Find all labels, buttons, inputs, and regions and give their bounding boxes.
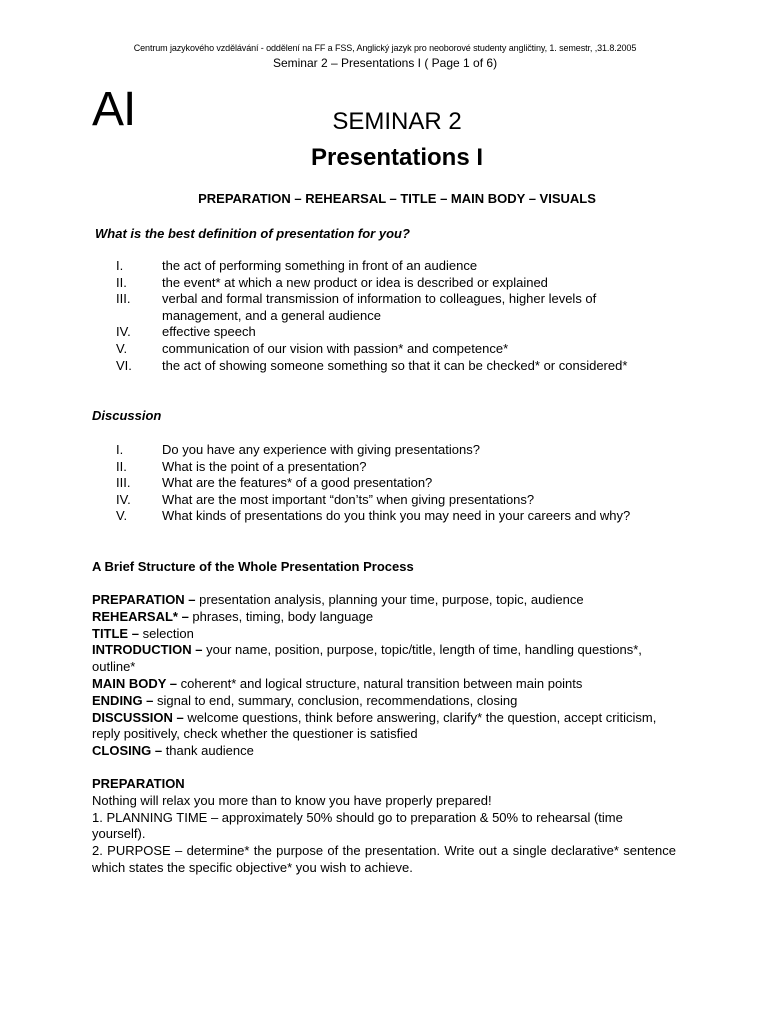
page-title: Presentations I <box>310 144 484 171</box>
list-item <box>0 475 770 492</box>
structure-row <box>92 743 676 760</box>
structure-desc: signal to end, summary, conclusion, recommendations, closing <box>153 692 518 708</box>
list-number: V. <box>116 340 128 356</box>
structure-term: DISCUSSION – <box>92 709 184 725</box>
preparation-point: 1. PLANNING TIME – approximately 50% should go to preparation & 50% to rehearsal (time yourself). <box>92 809 623 842</box>
structure-desc: coherent* and logical structure, natural transition between main points <box>177 675 583 691</box>
preparation-intro: Nothing will relax you more than to know you have properly prepared! <box>92 792 492 808</box>
topic-subheading: PREPARATION – REHEARSAL – TITLE – MAIN BODY – VISUALS <box>198 191 596 206</box>
structure-desc: your name, position, purpose, topic/title, length of time, handling questions*, outline* <box>92 642 642 675</box>
list-item <box>0 459 770 476</box>
structure-row <box>92 592 676 609</box>
structure-row <box>92 676 676 693</box>
definition-list <box>0 258 770 374</box>
list-item <box>0 341 770 358</box>
list-number: I. <box>116 258 124 273</box>
list-item <box>0 324 770 341</box>
structure-term: REHEARSAL* – <box>92 608 189 624</box>
definition-question: What is the best definition of presentation for you? <box>95 226 410 241</box>
page-header: Seminar 2 – Presentations I ( Page 1 of 6) <box>272 56 498 70</box>
structure-desc: thank audience <box>162 743 254 759</box>
running-header: Centrum jazykového vzdělávání - oddělení na FF a FSS, Anglický jazyk pro neoborové studenty angličtiny, 1. semestr, ,31.8.2005 <box>133 43 637 53</box>
list-text: What kinds of presentations do you think you may need in your careers and why? <box>162 508 631 524</box>
list-item <box>0 275 770 292</box>
list-number: IV. <box>116 491 131 507</box>
structure-row <box>92 642 676 676</box>
list-item <box>0 358 770 375</box>
structure-term: INTRODUCTION – <box>92 642 203 658</box>
discussion-list <box>0 442 770 525</box>
list-item <box>0 258 770 275</box>
preparation-point: 2. PURPOSE – determine* the purpose of the presentation. Write out a single declarative* sentence which states the specific objective* you wish to achieve. <box>92 843 676 875</box>
list-item <box>0 442 770 459</box>
preparation-section <box>92 776 676 877</box>
list-text: What are the features* of a good presentation? <box>162 475 433 491</box>
structure-row <box>92 693 676 710</box>
list-number: II. <box>116 274 127 290</box>
list-number: I. <box>116 442 124 457</box>
structure-row <box>92 626 676 643</box>
structure-desc: selection <box>138 625 194 641</box>
structure-term: TITLE – <box>92 625 139 641</box>
list-number: III. <box>116 475 131 491</box>
list-text: What is the point of a presentation? <box>162 458 367 474</box>
list-text: communication of our vision with passion* and competence* <box>162 340 509 356</box>
seminar-title: SEMINAR 2 <box>332 108 462 135</box>
list-number: IV. <box>116 324 131 340</box>
list-text: Do you have any experience with giving presentations? <box>162 442 480 457</box>
structure-desc: presentation analysis, planning your time, purpose, topic, audience <box>195 592 584 607</box>
structure-term: ENDING – <box>92 692 154 708</box>
list-text: What are the most important “don’ts” when giving presentations? <box>162 491 535 507</box>
list-text: verbal and formal transmission of information to colleagues, higher levels of management, and a general audience <box>162 291 597 323</box>
structure-heading: A Brief Structure of the Whole Presentation Process <box>92 559 414 574</box>
list-item <box>0 291 770 324</box>
logo-text: AI <box>92 83 136 136</box>
list-text: the event* at which a new product or idea is described or explained <box>162 274 548 290</box>
discussion-heading: Discussion <box>92 408 162 423</box>
list-text: effective speech <box>162 324 256 340</box>
structure-term: MAIN BODY – <box>92 675 177 691</box>
list-number: II. <box>116 458 127 474</box>
list-number: VI. <box>116 357 132 373</box>
structure-row <box>92 710 676 744</box>
structure-desc: phrases, timing, body language <box>188 608 374 624</box>
structure-desc: welcome questions, think before answering, clarify* the question, accept criticism, reply positively, check whether the questioner is satisfied <box>92 709 657 742</box>
list-item <box>0 508 770 525</box>
structure-term: PREPARATION – <box>92 592 196 607</box>
list-number: V. <box>116 508 128 524</box>
list-item <box>0 492 770 509</box>
preparation-heading: PREPARATION <box>92 776 185 791</box>
list-text: the act of performing something in front of an audience <box>162 258 478 273</box>
structure-list <box>92 592 676 760</box>
structure-term: CLOSING – <box>92 743 163 759</box>
list-text: the act of showing someone something so that it can be checked* or considered* <box>162 357 628 373</box>
list-number: III. <box>116 291 131 307</box>
structure-row <box>92 609 676 626</box>
